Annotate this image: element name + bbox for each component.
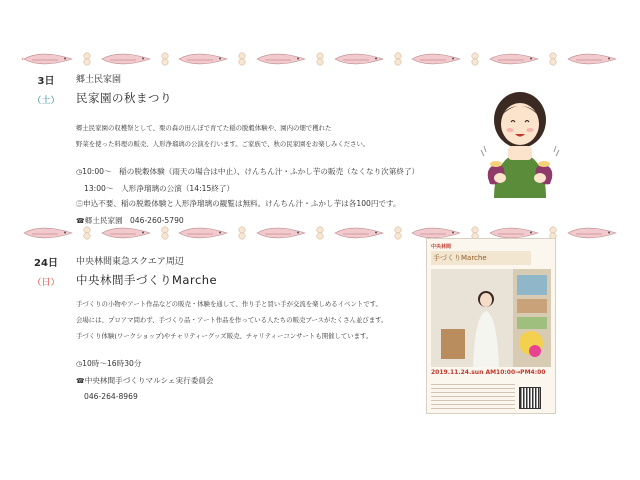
event1-desc-line: 郷土民家園の収穫祭として、栗の森の田んぼで育てた稲の脱穀体験や、園内の畑で穫れた — [76, 124, 332, 132]
dango-icon — [548, 52, 558, 66]
event1-phone: 046-260-5790 — [129, 215, 184, 225]
sweetfish-icon — [100, 52, 152, 66]
clock-icon: ◷ — [76, 360, 83, 368]
poster-fine-print — [431, 381, 515, 409]
poster-title: 手づくりMarche — [431, 251, 531, 265]
event2-time: 10時～16時30分 — [82, 359, 142, 368]
event2-weekday: （日） — [32, 278, 60, 288]
event1-day: 3日 — [37, 76, 55, 87]
event2-day: 24日 — [34, 258, 58, 269]
marche-poster-image — [426, 238, 556, 414]
event2-desc-line: 手づくりの小物やアート作品などの販売・体験を通して、作り手と買い手が交流を楽しめるイベントです。 — [76, 300, 382, 308]
decorative-border-top — [22, 50, 618, 68]
event2-desc-line: 会場には、プロアマ問わず、手づくり品・アート作品を作っている人たちの販売ブースがたくさん並びます。 — [76, 316, 388, 324]
sweetfish-icon — [566, 226, 618, 240]
event1-contact-name: 郷土民家園 — [84, 215, 123, 225]
event2-title: 中央林間手づくりMarche — [76, 273, 218, 287]
sweetfish-icon — [488, 52, 540, 66]
sweetfish-icon — [333, 52, 385, 66]
event1-description — [76, 120, 369, 152]
sweetfish-icon — [255, 226, 307, 240]
event2-contact-row — [76, 373, 213, 390]
sweetfish-icon — [566, 52, 618, 66]
woman-with-sweet-potatoes-illustration — [480, 86, 560, 198]
event1-note-row — [76, 196, 419, 213]
event1-heading — [76, 72, 172, 106]
event2-description — [76, 296, 387, 344]
event2-heading — [76, 254, 217, 288]
poster-photo — [431, 269, 551, 367]
sweetfish-icon — [255, 52, 307, 66]
dango-icon — [160, 52, 170, 66]
qr-code-icon — [519, 387, 541, 409]
event2-date — [26, 254, 66, 288]
event2-venue: 中央林間東急スクエア周辺 — [76, 257, 184, 267]
phone-icon: ☎ — [76, 216, 85, 225]
event1-info — [76, 164, 419, 229]
dango-icon — [82, 52, 92, 66]
poster-date: 2019.11.24.sun AM10:00→PM4:00 — [431, 369, 546, 376]
event2-time-row — [76, 356, 213, 373]
event1-time2: 13:00～ 人形浄瑠璃の公演（14:15終了） — [84, 183, 235, 193]
sweetfish-icon — [177, 52, 229, 66]
event1-note: 申込不要、稲の脱穀体験と人形浄瑠璃の観覧は無料。けんちん汁・ふかし芋は各100円です。 — [83, 199, 401, 208]
event2-phone: 046-264-8969 — [84, 392, 138, 401]
dango-icon — [315, 52, 325, 66]
dango-icon — [160, 226, 170, 240]
poster-header: 中央林間 — [431, 244, 452, 250]
sweetfish-icon — [410, 52, 462, 66]
dango-icon — [237, 52, 247, 66]
clock-icon: ◷ — [76, 168, 83, 176]
sweetfish-icon — [22, 52, 74, 66]
event1-title: 民家園の秋まつり — [76, 91, 172, 105]
dango-icon — [315, 226, 325, 240]
dango-icon — [393, 52, 403, 66]
event1-venue: 郷土民家園 — [76, 75, 122, 85]
sweetfish-icon — [100, 226, 152, 240]
event2-contact-name: 中央林間手づくりマルシェ実行委員会 — [84, 375, 214, 385]
phone-icon: ☎ — [76, 376, 85, 385]
event1-desc-line: 野菜を使った料理の販売、人形浄瑠璃の公演を行います。ご家族で、秋の民家園をお楽しみください。 — [76, 140, 370, 148]
note-icon: ㊂ — [76, 200, 83, 208]
dango-icon — [237, 226, 247, 240]
dango-icon — [82, 226, 92, 240]
dango-icon — [393, 226, 403, 240]
event2-info — [76, 356, 213, 405]
sweetfish-icon — [177, 226, 229, 240]
event1-time-row — [76, 164, 419, 181]
event1-date — [26, 72, 66, 106]
event1-weekday: （土） — [32, 96, 60, 106]
dango-icon — [470, 52, 480, 66]
sweetfish-icon — [22, 226, 74, 240]
sweetfish-icon — [333, 226, 385, 240]
event2-desc-line: 手づくり体験(ワークショップ)やチャリティーグッズ販売、チャリティーコンサートも開催しています。 — [76, 332, 373, 340]
event1-time: 10:00～ 稲の脱穀体験（雨天の場合は中止）、けんちん汁・ふかし芋の販売（なくなり次第終了） — [82, 167, 420, 176]
